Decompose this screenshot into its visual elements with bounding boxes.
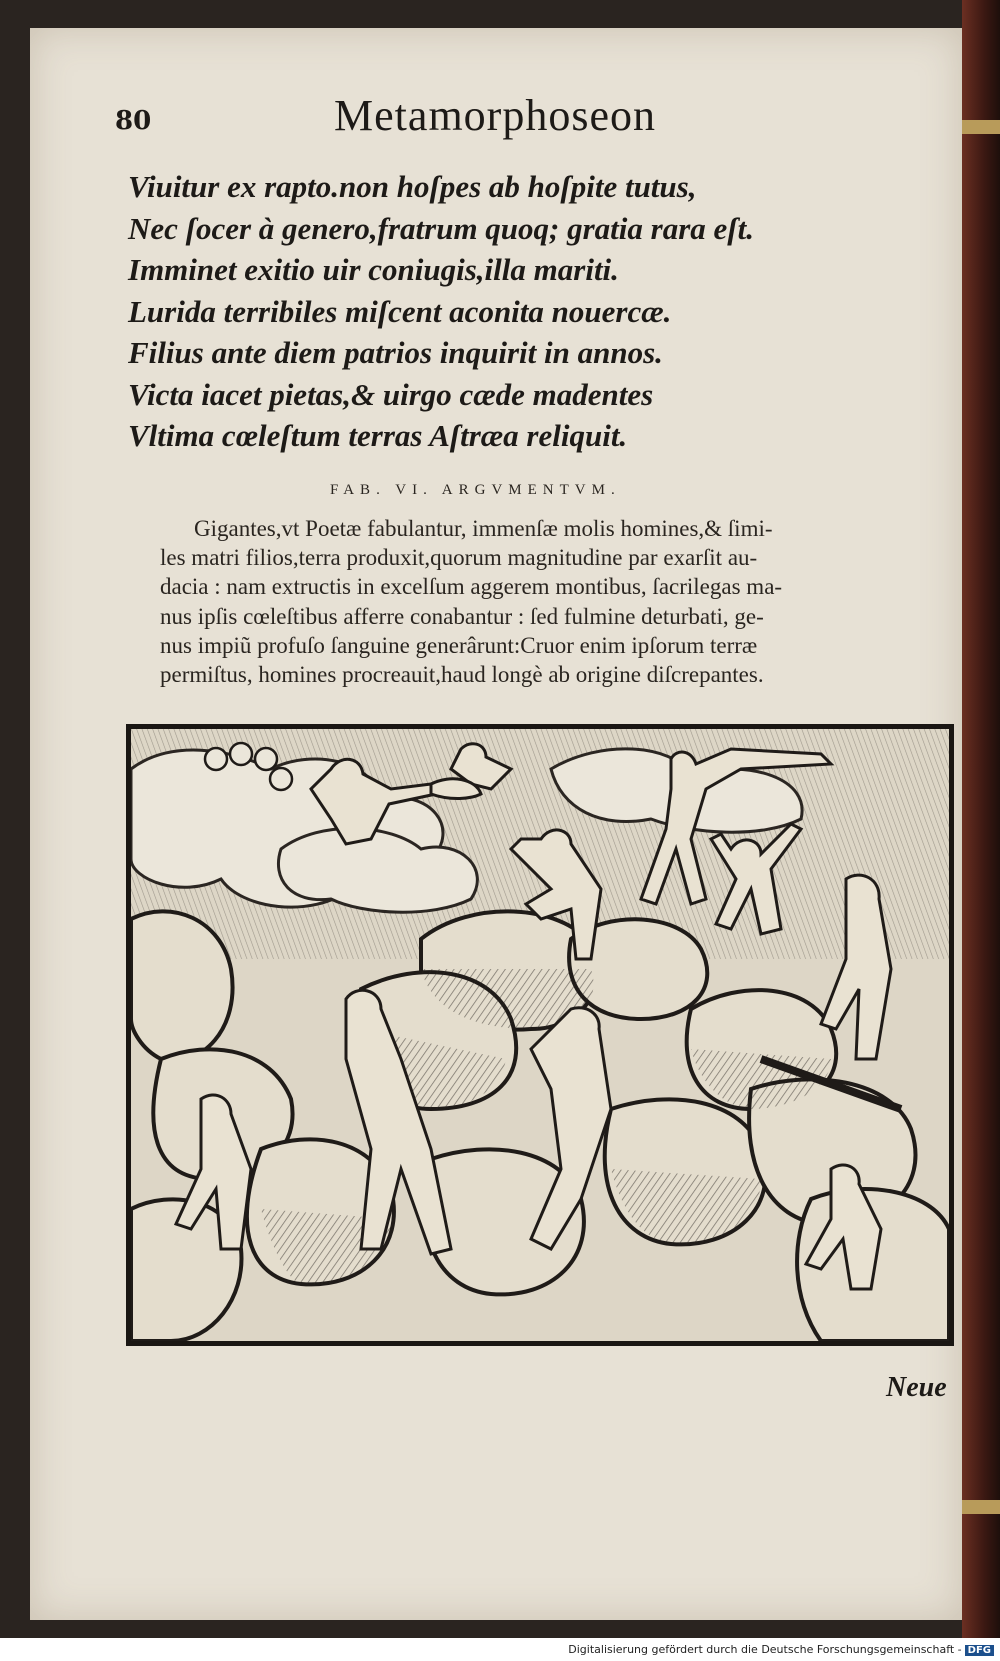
spine-band-top — [962, 120, 1000, 134]
woodcut-illustration — [126, 724, 954, 1346]
dfg-logo: DFG — [965, 1645, 994, 1656]
verse-line: Victa iacet pietas,& uirgo cæde madentes — [128, 376, 654, 412]
argument-line: Gigantes,vt Poetæ fabulantur, immenſæ molis homines,& ſimi- — [194, 516, 773, 541]
argument-line: dacia : nam extructis in excelſum aggerem montibus, ſacrilegas ma- — [160, 574, 783, 600]
verse-line: Filius ante diem patrios inquirit in annos. — [128, 335, 663, 370]
spine-band-bottom — [962, 1500, 1000, 1514]
catchword: Neue — [886, 1372, 947, 1403]
verse-line: Imminet exitio uir coniugis,illa mariti. — [128, 252, 619, 287]
verse-line: Viuitur ex rapto.non hoſpes ab hoſpite tutus, — [128, 169, 697, 204]
digitization-credit — [568, 1643, 994, 1656]
giants-battle-woodcut — [131, 729, 949, 1341]
argument-line: les matri filios,terra produxit,quorum magnitudine par exarſit au- — [160, 545, 758, 571]
fable-heading: FAB. VI. ARGVMENTVM. — [330, 482, 621, 498]
verse-line: Lurida terribiles miſcent aconita nouercæ. — [128, 293, 672, 329]
book-spine — [962, 0, 1000, 1638]
credit-text: Digitalisierung gefördert durch die Deutsche Forschungsgemeinschaft - — [568, 1643, 962, 1656]
running-title: Metamorphoseon — [334, 91, 656, 140]
verse-line: Vltima cœleſtum terras Aſtræa reliquit. — [128, 418, 628, 453]
page-header — [95, 80, 895, 140]
verse-block — [128, 166, 848, 457]
argument-paragraph — [160, 514, 925, 689]
argument-line: nus ipſis cœleſtibus afferre conabantur : ſed fulmine deturbati, ge- — [160, 603, 764, 629]
verse-line: Nec ſocer à genero,fratrum quoq; gratia rara eſt. — [128, 210, 754, 246]
argument-line: nus impiũ profuſo ſanguine generârunt:Cruor enim ipſorum terræ — [160, 632, 758, 658]
page-number: 80 — [115, 106, 152, 136]
argument-line: permiſtus, homines procreauit,haud longè ab origine diſcrepantes. — [160, 662, 764, 688]
